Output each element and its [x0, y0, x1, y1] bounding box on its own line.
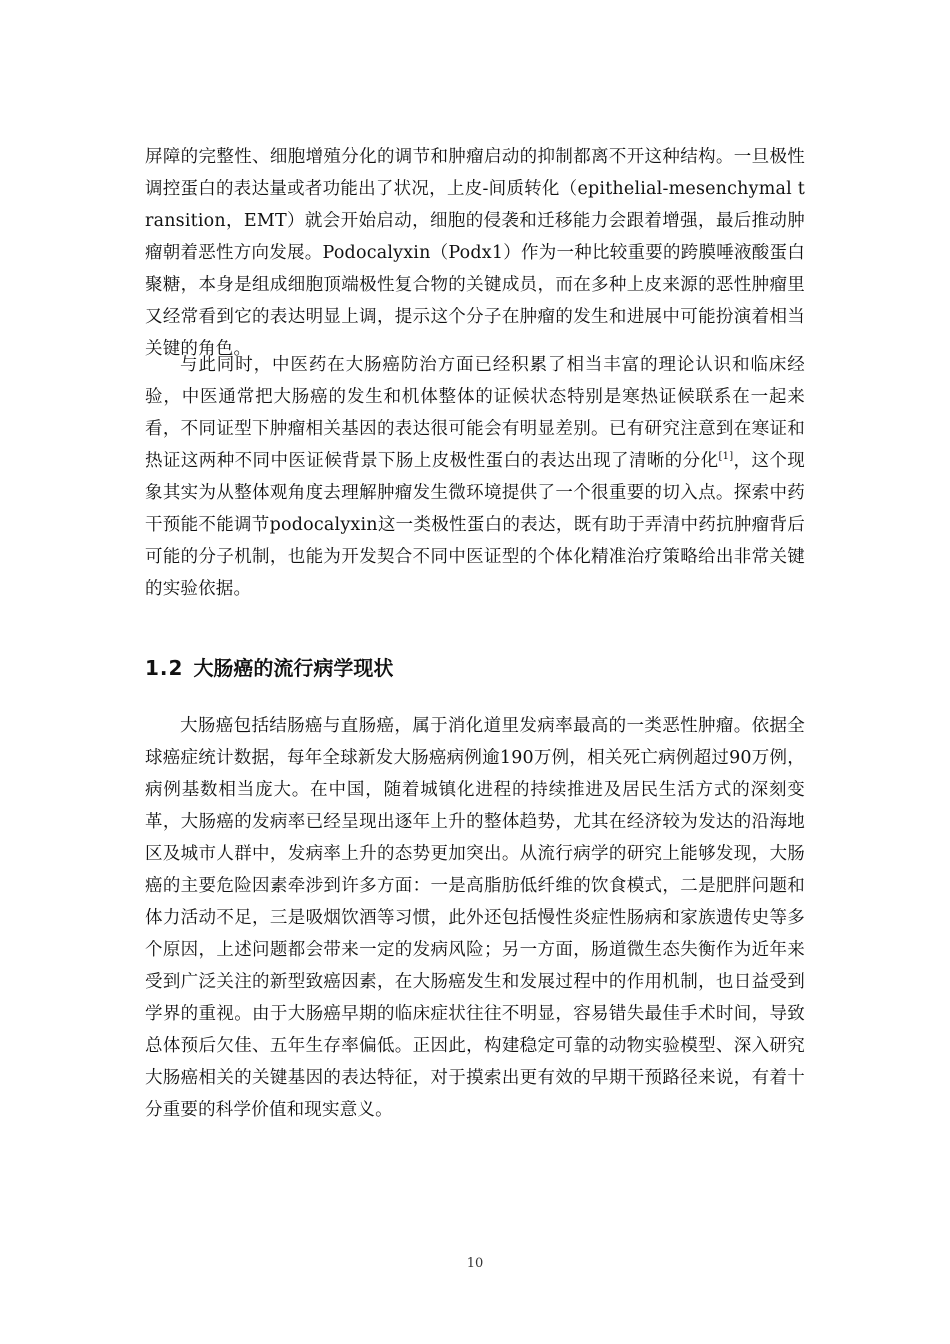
paragraph-text-before-citation: 与此同时，中医药在大肠癌防治方面已经积累了相当丰富的理论认识和临床经验，中医通常把大肠癌的发生和机体整体的证候状态特别是寒热证候联系在一起来看，不同证型下肿瘤相关基因的表达很可能会有明显差别。已有研究注意到在寒证和热证这两种不同中医证候背景下肠上皮极性蛋白的表达出现了清晰的分化 — [145, 355, 805, 471]
body-paragraph-tcm — [145, 349, 805, 605]
paragraph-text-after-citation: ，这个现象其实为从整体观角度去理解肿瘤发生微环境提供了一个很重要的切入点。探索中药干预能不能调节podocalyxin这一类极性蛋白的表达，既有助于弄清中药抗肿瘤背后可能的分子机制，也能为开发契合不同中医证型的个体化精准治疗策略给出非常关键的实验依据。 — [145, 451, 805, 599]
body-paragraph-polarity: 屏障的完整性、细胞增殖分化的调节和肿瘤启动的抑制都离不开这种结构。一旦极性调控蛋白的表达量或者功能出了状况，上皮-间质转化（epithelial-mesenchymal transition，EMT）就会开始启动，细胞的侵袭和迁移能力会跟着增强，最后推动肿瘤朝着恶性方向发展。Podocalyxin（Podx1）作为一种比较重要的跨膜唾液酸蛋白聚糖，本身是组成细胞顶端极性复合物的关键成员，而在多种上皮来源的恶性肿瘤里又经常看到它的表达明显上调，提示这个分子在肿瘤的发生和进展中可能扮演着相当关键的角色。 — [145, 147, 805, 359]
page-number: 10 — [466, 1256, 484, 1271]
body-paragraph-epidemiology: 大肠癌包括结肠癌与直肠癌，属于消化道里发病率最高的一类恶性肿瘤。依据全球癌症统计数据，每年全球新发大肠癌病例逾190万例，相关死亡病例超过90万例，病例基数相当庞大。在中国，随着城镇化进程的持续推进及居民生活方式的深刻变革，大肠癌的发病率已经呈现出逐年上升的整体趋势，尤其在经济较为发达的沿海地区及城市人群中，发病率上升的态势更加突出。从流行病学的研究上能够发现，大肠癌的主要危险因素牵涉到许多方面：一是高脂肪低纤维的饮食模式，二是肥胖问题和体力活动不足，三是吸烟饮酒等习惯，此外还包括慢性炎症性肠病和家族遗传史等多个原因，上述问题都会带来一定的发病风险；另一方面，肠道微生态失衡作为近年来受到广泛关注的新型致癌因素，在大肠癌发生和发展过程中的作用机制，也日益受到学界的重视。由于大肠癌早期的临床症状往往不明显，容易错失最佳手术时间，导致总体预后欠佳、五年生存率偏低。正因此，构建稳定可靠的动物实验模型、深入研究大肠癌相关的关键基因的表达特征，对于摸索出更有效的早期干预路径来说，有着十分重要的科学价值和现实意义。 — [145, 716, 805, 1120]
section-number: 1.2 — [145, 656, 184, 680]
section-title: 大肠癌的流行病学现状 — [193, 656, 394, 680]
citation-reference[interactable]: [1] — [718, 451, 734, 462]
section-heading — [145, 652, 393, 684]
